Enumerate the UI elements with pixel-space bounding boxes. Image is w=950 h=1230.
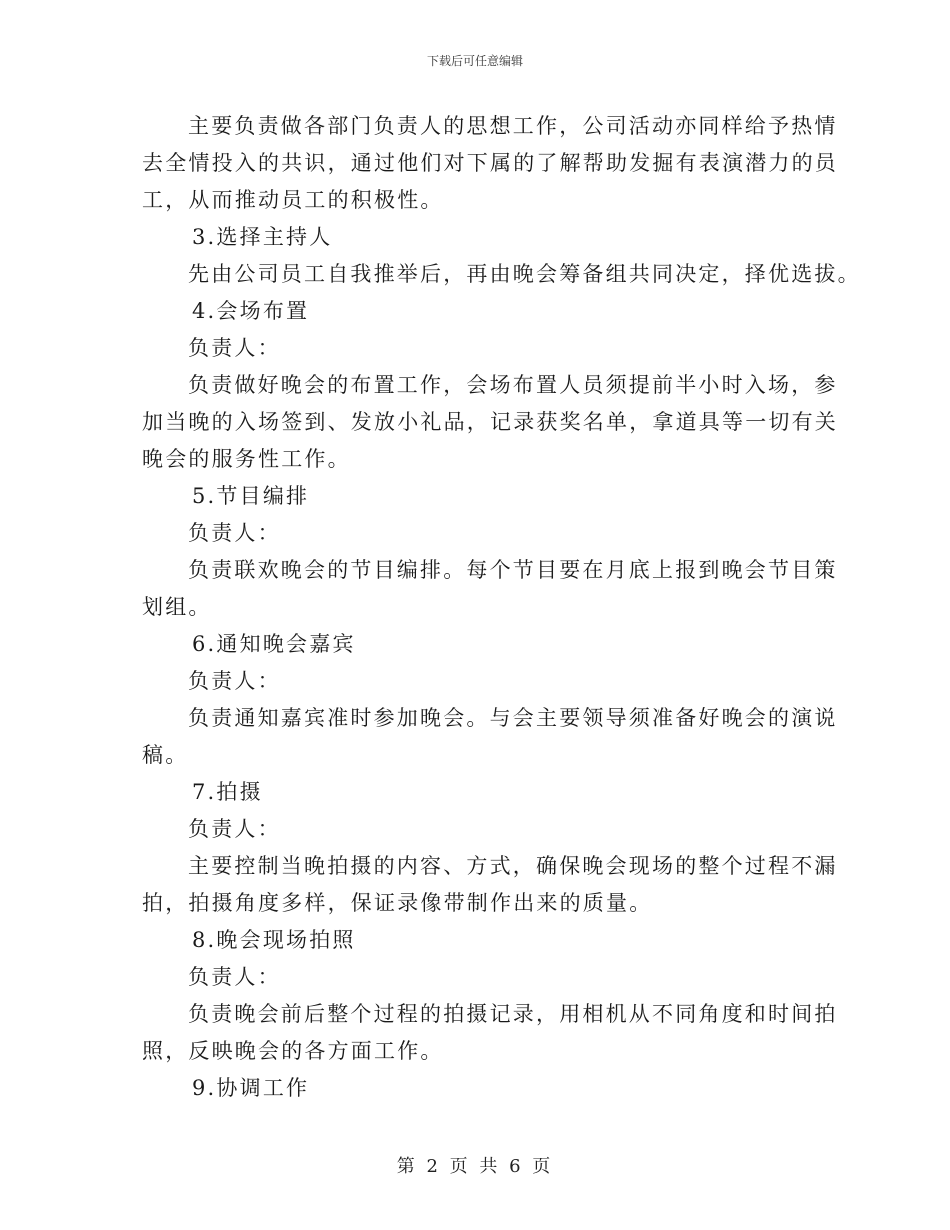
paragraph-line: 划组。: [142, 595, 212, 619]
paragraph-line: 负责人：: [188, 669, 281, 693]
section-heading: 6.通知晚会嘉宾: [192, 632, 356, 656]
paragraph-line: 负责人：: [188, 817, 281, 841]
paragraph-line: 主要负责做各部门负责人的思想工作，公司活动亦同样给予热情: [188, 114, 838, 138]
paragraph-line: 去全情投入的共识，通过他们对下属的了解帮助发掘有表演潜力的员: [142, 151, 838, 175]
paragraph-line: 负责联欢晚会的节目编排。每个节目要在月底上报到晚会节目策: [188, 558, 838, 582]
paragraph-line: 负责晚会前后整个过程的拍摄记录，用相机从不同角度和时间拍: [188, 1002, 838, 1026]
paragraph-line: 先由公司员工自我推举后，再由晚会筹备组共同决定，择优选拔。: [188, 262, 861, 286]
paragraph-line: 稿。: [142, 743, 189, 767]
page-number: 第 2 页 共 6 页: [396, 1156, 554, 1177]
paragraph-line: 拍，拍摄角度多样，保证录像带制作出来的质量。: [142, 891, 653, 915]
paragraph-line: 负责做好晚会的布置工作，会场布置人员须提前半小时入场，参: [188, 373, 838, 397]
section-heading: 7.拍摄: [192, 780, 263, 804]
paragraph-line: 照，反映晚会的各方面工作。: [142, 1039, 444, 1063]
paragraph-line: 负责通知嘉宾准时参加晚会。与会主要领导须准备好晚会的演说: [188, 706, 838, 730]
paragraph-line: 晚会的服务性工作。: [142, 447, 351, 471]
section-heading: 9.协调工作: [192, 1076, 310, 1100]
paragraph-line: 负责人：: [188, 521, 281, 545]
paragraph-line: 主要控制当晚拍摄的内容、方式，确保晚会现场的整个过程不漏: [188, 854, 838, 878]
section-heading: 5.节目编排: [192, 484, 310, 508]
paragraph-line: 负责人：: [188, 965, 281, 989]
paragraph-line: 加当晚的入场签到、发放小礼品，记录获奖名单，拿道具等一切有关: [142, 410, 838, 434]
document-body: [142, 108, 861, 1107]
section-heading: 3.选择主持人: [192, 225, 333, 249]
header-note: 下载后可任意编辑: [426, 54, 523, 68]
section-heading: 8.晚会现场拍照: [192, 928, 356, 952]
paragraph-line: 负责人：: [188, 336, 281, 360]
section-heading: 4.会场布置: [192, 299, 310, 323]
paragraph-line: 工，从而推动员工的积极性。: [142, 188, 444, 212]
